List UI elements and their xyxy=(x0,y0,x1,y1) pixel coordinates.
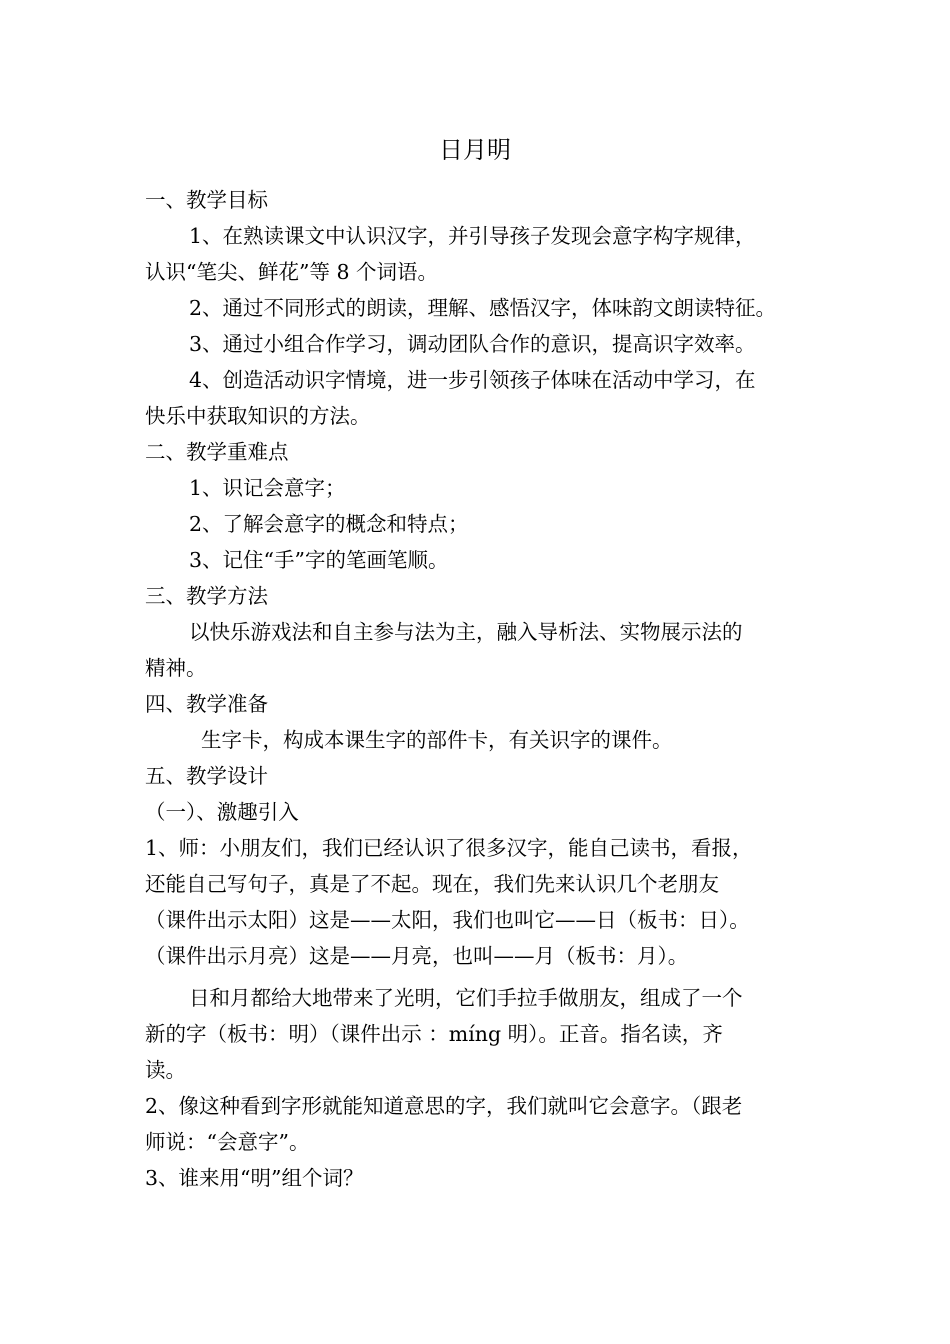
paragraph-line: 新的字（板书：明）（课件出示 ：míng 明）。正音。指名读，齐 xyxy=(145,1022,723,1046)
paragraph-line: 1、识记会意字； xyxy=(189,476,346,500)
paragraph-line: 日和月都给大地带来了光明，它们手拉手做朋友，组成了一个 xyxy=(189,986,743,1010)
paragraph-line: 3、记住“手”字的笔画笔顺。 xyxy=(189,548,449,572)
paragraph-line: 以快乐游戏法和自主参与法为主，融入导析法、实物展示法的 xyxy=(189,620,743,644)
paragraph-line: 3、谁来用“明”组个词？ xyxy=(145,1166,364,1190)
paragraph-line: 2、像这种看到字形就能知道意思的字，我们就叫它会意字。（跟老 xyxy=(145,1094,743,1118)
section-heading-methods: 三、教学方法 xyxy=(145,584,268,608)
section-heading-design: 五、教学设计 xyxy=(145,764,268,788)
paragraph-line: 4、创造活动识字情境，进一步引领孩子体味在活动中学习，在 xyxy=(189,368,756,392)
paragraph-line: 2、了解会意字的概念和特点； xyxy=(189,512,469,536)
paragraph-line: （课件出示太阳）这是——太阳，我们也叫它——日（板书：日）。 xyxy=(145,908,750,932)
paragraph-line: 精神。 xyxy=(145,656,207,680)
paragraph-line: （课件出示月亮）这是——月亮，也叫——月（板书：月）。 xyxy=(145,944,689,968)
paragraph-line: 师说：“会意字”。 xyxy=(145,1130,310,1154)
section-heading-key-points: 二、教学重难点 xyxy=(145,440,289,464)
paragraph-line: 2、通过不同形式的朗读，理解、感悟汉字，体味韵文朗读特征。 xyxy=(189,296,777,320)
paragraph-line: 1、师：小朋友们，我们已经认识了很多汉字，能自己读书，看报， xyxy=(145,836,753,860)
section-heading-preparation: 四、教学准备 xyxy=(145,692,268,716)
paragraph-line: 3、通过小组合作学习，调动团队合作的意识，提高识字效率。 xyxy=(189,332,756,356)
paragraph-line: 1、在熟读课文中认识汉字，并引导孩子发现会意字构字规律， xyxy=(189,224,756,248)
document-title: 日月明 xyxy=(439,136,511,164)
subsection-heading: （一）、激趣引入 xyxy=(145,800,299,824)
paragraph-line: 生字卡，构成本课生字的部件卡，有关识字的课件。 xyxy=(201,728,673,752)
paragraph-line: 读。 xyxy=(145,1058,186,1082)
paragraph-line: 还能自己写句子，真是了不起。现在，我们先来认识几个老朋友 xyxy=(145,872,719,896)
paragraph-line: 认识“笔尖、鲜花”等 8 个词语。 xyxy=(145,260,439,284)
section-heading-objectives: 一、教学目标 xyxy=(145,188,268,212)
paragraph-line: 快乐中获取知识的方法。 xyxy=(145,404,371,428)
